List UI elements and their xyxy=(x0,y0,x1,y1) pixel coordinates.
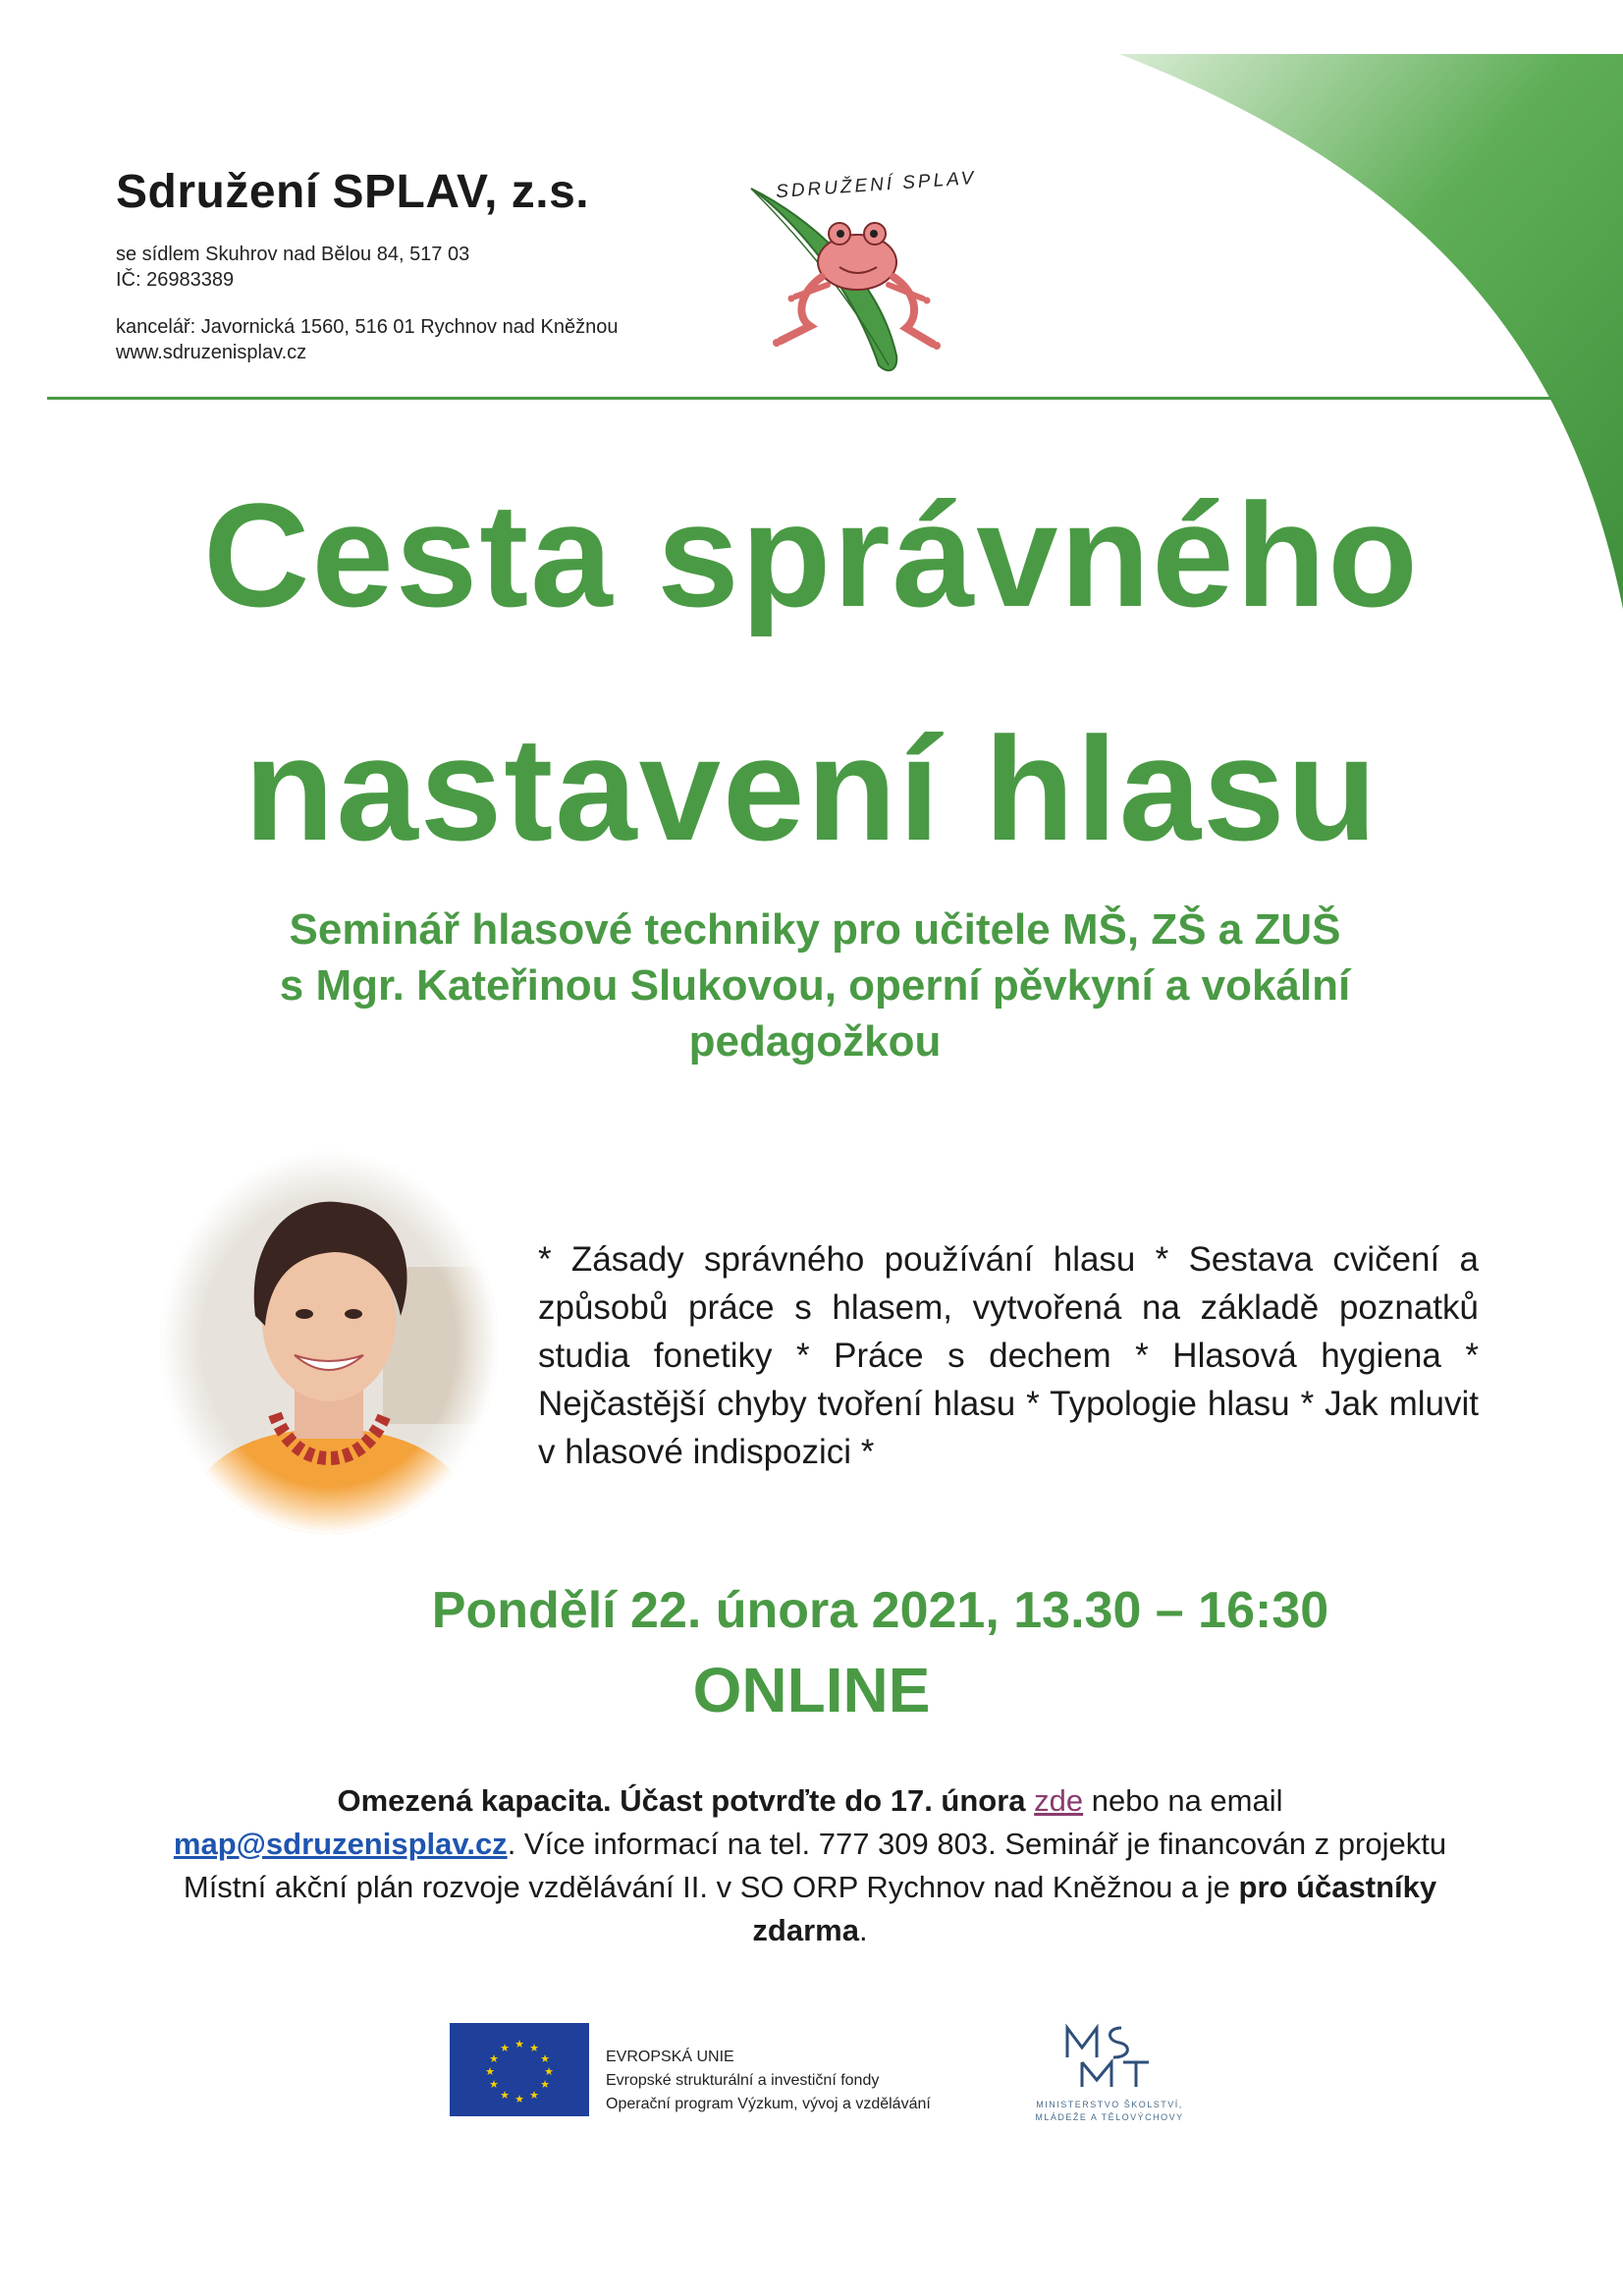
free-note: pro účastníky zdarma xyxy=(752,1870,1437,1947)
eu-line-1: EVROPSKÁ UNIE xyxy=(606,2049,734,2065)
svg-text:★: ★ xyxy=(540,2052,550,2065)
msmt-logo xyxy=(1062,2023,1151,2092)
info-text-1: nebo na email xyxy=(1091,1783,1283,1818)
splav-frog-logo xyxy=(741,169,952,380)
svg-text:★: ★ xyxy=(489,2078,499,2091)
org-name: Sdružení SPLAV, z.s. xyxy=(116,166,590,218)
eu-line-2: Evropské strukturální a investiční fondy xyxy=(606,2072,880,2089)
subtitle-line-1: Seminář hlasové techniky pro učitele MŠ, ZŠ a ZUŠ xyxy=(289,905,1341,954)
svg-text:★: ★ xyxy=(514,2093,524,2105)
org-web-link[interactable]: www.sdruzenisplav.cz xyxy=(116,342,307,363)
title-line-1: Cesta správného xyxy=(203,472,1420,637)
msmt-line-1: MINISTERSTVO ŠKOLSTVÍ, xyxy=(1036,2100,1183,2109)
svg-text:★: ★ xyxy=(540,2078,550,2091)
logo-text: SDRUŽENÍ SPLAV xyxy=(775,167,978,203)
eu-line-3: Operační program Výzkum, vývoj a vzdělávání xyxy=(606,2096,931,2112)
lecturer-photo xyxy=(157,1149,501,1537)
capacity-note: Omezená kapacita. Účast potvrďte do 17. února xyxy=(337,1783,1026,1818)
info-end: . xyxy=(858,1913,868,1947)
msmt-line-2: MLÁDEŽE A TĚLOVÝCHOVY xyxy=(1035,2112,1184,2122)
svg-text:★: ★ xyxy=(500,2089,510,2102)
info-text-2: . Více informací na tel. 777 309 803. Seminář je financován z projektu Místní akční plán rozvoje vzdělávání II. v SO ORP Rychnov nad Kněžnou a je xyxy=(183,1827,1447,1904)
subtitle-line-2: s Mgr. Kateřinou Slukovou, operní pěvkyní a vokální xyxy=(279,961,1351,1010)
title-line-2: nastavení hlasu xyxy=(243,706,1380,871)
subtitle xyxy=(177,902,1453,1069)
svg-text:★: ★ xyxy=(544,2065,554,2078)
svg-text:★: ★ xyxy=(489,2052,499,2065)
subtitle-line-3: pedagožkou xyxy=(688,1017,942,1066)
svg-text:★: ★ xyxy=(529,2089,539,2102)
svg-text:★: ★ xyxy=(500,2042,510,2054)
svg-text:★: ★ xyxy=(514,2038,524,2050)
org-ic: IČ: 26983389 xyxy=(116,269,235,291)
org-office: kancelář: Javornická 1560, 516 01 Rychnov nad Kněžnou xyxy=(116,316,619,338)
registration-info xyxy=(167,1779,1453,1952)
email-link[interactable]: map@sdruzenisplav.cz xyxy=(173,1827,508,1861)
org-seat: se sídlem Skuhrov nad Bělou 84, 517 03 xyxy=(116,244,470,265)
registration-link[interactable]: zde xyxy=(1034,1783,1084,1818)
event-date: Pondělí 22. února 2021, 13.30 – 16:30 xyxy=(431,1582,1329,1639)
svg-text:★: ★ xyxy=(529,2042,539,2054)
header-divider xyxy=(47,397,1559,400)
svg-text:★: ★ xyxy=(485,2065,495,2078)
event-mode: ONLINE xyxy=(692,1655,931,1725)
seminar-topics: * Zásady správného používání hlasu * Sestava cvičení a způsobů práce s hlasem, vytvořená na základě poznatků studia fonetiky * Práce s dechem * Hlasová hygiena * Nejčastější chyby tvoření hlasu * Typologie hlasu * Jak mluvit v hlasové indispozici * xyxy=(538,1240,1479,1471)
eu-flag-icon xyxy=(450,2023,589,2116)
